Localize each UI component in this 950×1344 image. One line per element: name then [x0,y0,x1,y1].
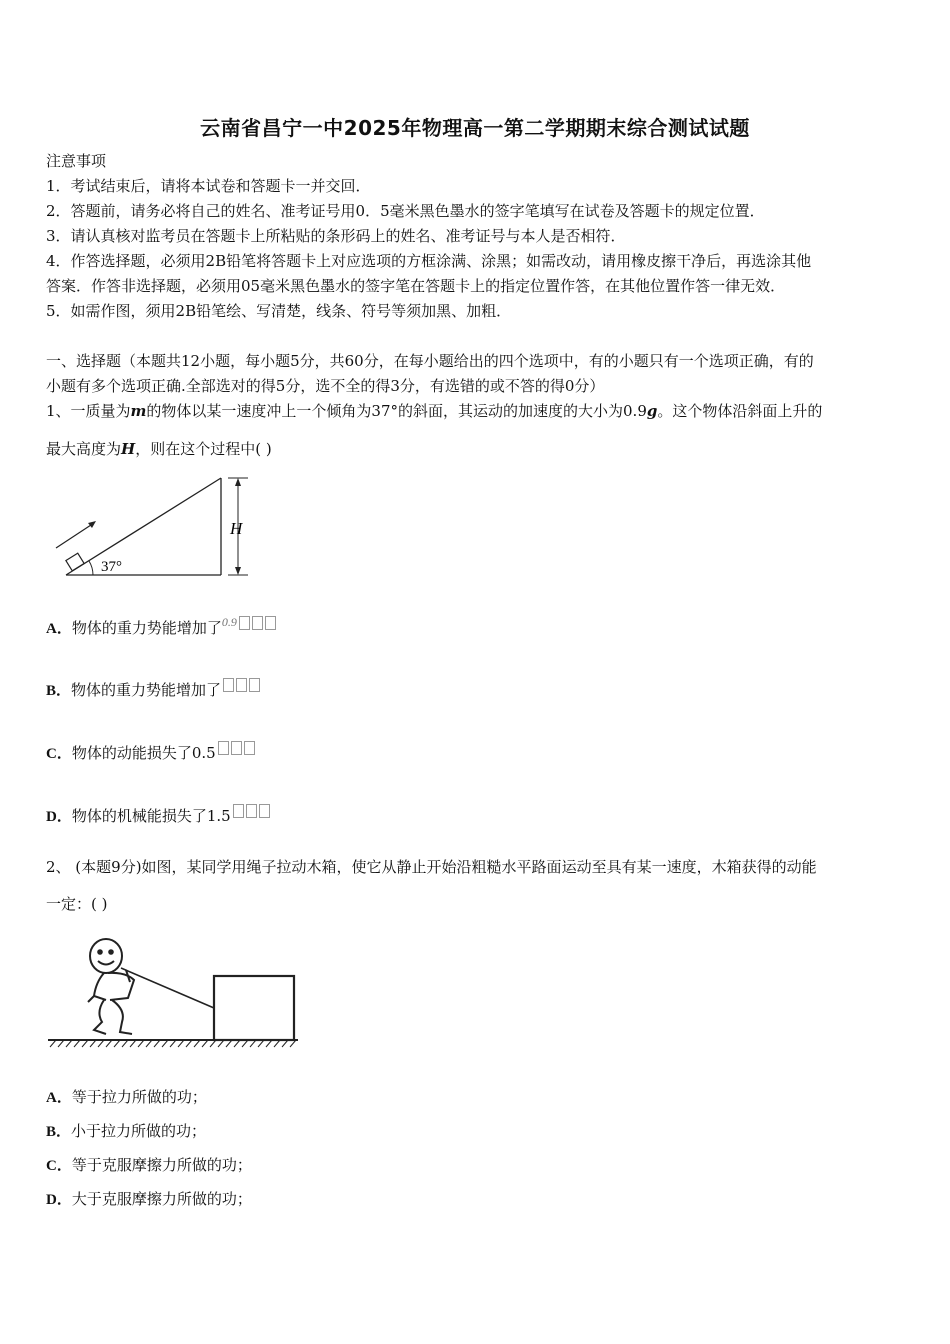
q2-option-b[interactable] [46,1121,206,1142]
option-label: B． [46,683,72,699]
section-intro-line-2: 小题有多个选项正确.全部选对的得5分，选不全的得3分，有选错的或不答的得0分） [46,377,605,395]
option-text: 大于克服摩擦力所做的功； [71,1190,252,1208]
option-label: C． [46,1158,72,1174]
q1-var-g: g [646,402,658,420]
q1-text-b: 的物体以某一速度冲上一个倾角为37°的斜面，其运动的加速度的大小为0.9 [146,402,647,420]
rope [121,968,214,1008]
q1-var-H: H [121,440,136,458]
q1-option-a[interactable] [46,615,276,639]
q2-stem-line-1: 2、 (本题9分)如图，某同学用绳子拉动木箱，使它从静止开始沿粗糙水平路面运动至具有某一速度，木箱获得的动能 [46,858,817,876]
q1-var-m: m [130,402,147,420]
formula-placeholder [221,674,260,694]
q1-text-c: 。这个物体沿斜面上升的 [657,402,823,420]
option-text: 等于克服摩擦力所做的功； [71,1156,252,1174]
option-label: A． [46,1090,72,1106]
option-label: D． [46,809,72,825]
formula-placeholder [231,800,270,820]
option-text: 小于拉力所做的功； [71,1122,207,1140]
height-arrow-bottom [235,567,241,575]
q1-text-a: 1、一质量为 [46,402,131,420]
option-text: 物体的重力势能增加了 [71,619,222,637]
q1-text-d: 最大高度为 [46,440,122,458]
option-label: B． [46,1124,72,1140]
option-label: D． [46,1192,72,1208]
block [66,553,84,571]
q2-option-d[interactable] [46,1189,252,1210]
wooden-box [214,976,294,1040]
option-text: 等于拉力所做的功； [71,1088,207,1106]
option-text: 物体的动能损失了0.5 [71,744,216,762]
notice-item-5: 5．如需作图，须用2B铅笔绘、写清楚，线条、符号等须加黑、加粗． [46,302,512,320]
notice-item-4: 4．作答选择题，必须用2B铅笔将答题卡上对应选项的方框涂满、涂黑；如需改动，请用橡皮擦干净后，再选涂其他 [46,252,812,270]
motion-arrow [56,523,94,548]
height-label: H [230,519,243,538]
q1-option-b[interactable] [46,680,260,701]
formula-placeholder [216,737,255,757]
notice-item-2: 2．答题前，请务必将自己的姓名、准考证号用0．5毫米黑色墨水的签字笔填写在试卷及答题卡的规定位置． [46,202,765,220]
option-label: A． [46,621,72,637]
q1-option-d[interactable] [46,806,270,827]
height-arrow-top [235,478,241,486]
q1-stem-line-1 [46,401,822,421]
q1-text-e: ，则在这个过程中( ) [135,440,272,458]
formula-fragment: 0.9 [221,615,237,629]
formula-placeholder [222,612,276,632]
q2-option-c[interactable] [46,1155,252,1176]
person [88,939,134,1034]
option-text: 物体的重力势能增加了 [71,681,222,699]
q1-option-c[interactable] [46,743,255,764]
angle-label: 37° [101,559,122,575]
section-intro-line-1: 一、选择题（本题共12小题，每小题5分，共60分，在每小题给出的四个选项中，有的小题只有一个选项正确，有的 [46,352,814,370]
notice-item-1: 1．考试结束后，请将本试卷和答题卡一并交回． [46,177,371,195]
incline-figure [46,470,261,582]
q2-option-a[interactable] [46,1087,207,1108]
page-title: 云南省昌宁一中2025年物理高一第二学期期末综合测试试题 [200,116,750,140]
option-text: 物体的机械能损失了1.5 [71,807,231,825]
motion-arrow-head [88,521,96,528]
notice-heading: 注意事项 [46,152,107,170]
q1-stem-line-2 [46,439,272,459]
q2-stem-line-2: 一定：( ) [46,895,108,913]
notice-item-3: 3．请认真核对监考员在答题卡上所粘贴的条形码上的姓名、准考证号与本人是否相符． [46,227,626,245]
angle-arc [89,561,93,575]
notice-item-4-cont: 答案．作答非选择题，必须用05毫米黑色墨水的签字笔在答题卡上的指定位置作答，在其他位置作答一律无效． [46,277,786,295]
option-label: C． [46,746,72,762]
pulling-box-figure [46,930,302,1054]
